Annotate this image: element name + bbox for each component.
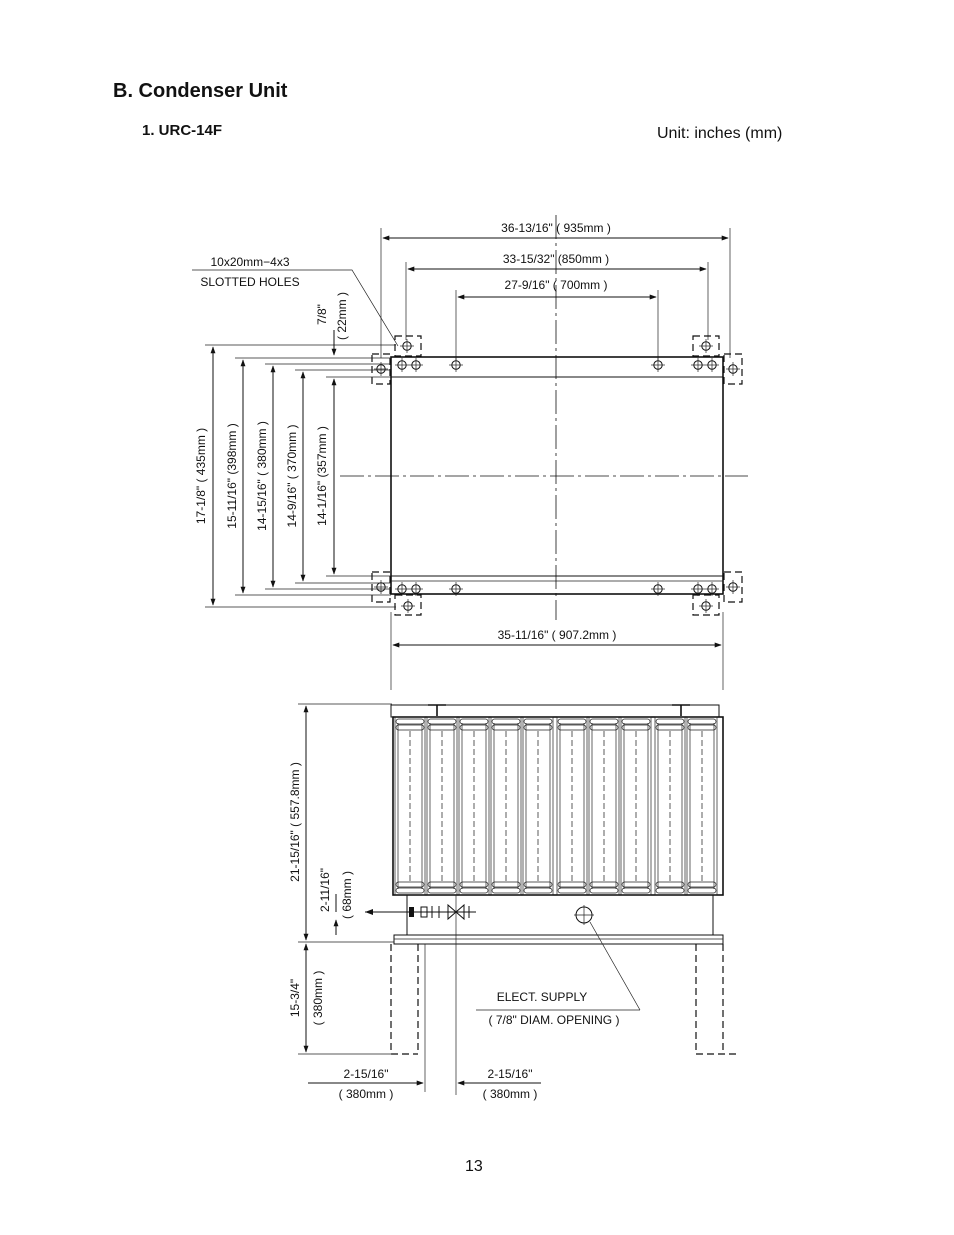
dim-depth-3: 14-15/16" ( 380mm ): [255, 421, 269, 531]
coil-bank: [393, 717, 723, 895]
dim-height-total: 21-15/16" ( 557.8mm ): [288, 762, 302, 882]
dim-right-offset-mm: ( 380mm ): [482, 1087, 538, 1101]
dim-leg-height-in: 15-3/4": [288, 978, 302, 1018]
slotted-holes-label: SLOTTED HOLES: [200, 275, 300, 289]
dim-left-offset-mm: ( 380mm ): [338, 1087, 394, 1101]
unit-label: Unit: inches (mm): [657, 125, 783, 142]
dim-right-offset-in: 2-15/16": [487, 1067, 533, 1081]
dim-overall-width: 36-13/16" ( 935mm ): [501, 221, 611, 235]
page-number: 13: [465, 1158, 483, 1175]
dim-left-offset-in: 2-15/16": [343, 1067, 389, 1081]
slotted-holes-spec: 10x20mm−4x3: [210, 255, 290, 269]
dim-depth-2: 15-11/16" (398mm ): [225, 423, 239, 529]
dim-body-width: 35-11/16" ( 907.2mm ): [497, 628, 617, 642]
dim-offset-in: 7/8": [315, 304, 329, 325]
dim-depth-4: 14-9/16" ( 370mm ): [285, 424, 299, 528]
top-view: [192, 215, 748, 620]
dim-mount-outer: 33-15/32" (850mm ): [502, 252, 610, 266]
dim-depth-1: 17-1/8" ( 435mm ): [194, 427, 208, 525]
elect-supply-opening: ( 7/8" DIAM. OPENING ): [488, 1013, 620, 1027]
dim-leg-height-mm: ( 380mm ): [311, 970, 325, 1026]
dim-conn-height-in: 2-11/16": [318, 867, 332, 913]
dim-mount-inner: 27-9/16" ( 700mm ): [504, 278, 608, 292]
section-title: B. Condenser Unit: [113, 80, 288, 102]
dim-conn-height-mm: ( 68mm ): [340, 871, 354, 919]
model-title: 1. URC-14F: [142, 122, 223, 139]
top-view-body: [391, 357, 723, 594]
front-view: [288, 612, 738, 1101]
top-cap: [391, 705, 719, 717]
dim-offset-mm: ( 22mm ): [335, 292, 349, 340]
dim-depth-5: 14-1/16" (357mm ): [315, 426, 329, 526]
elect-supply-label: ELECT. SUPPLY: [496, 990, 588, 1004]
